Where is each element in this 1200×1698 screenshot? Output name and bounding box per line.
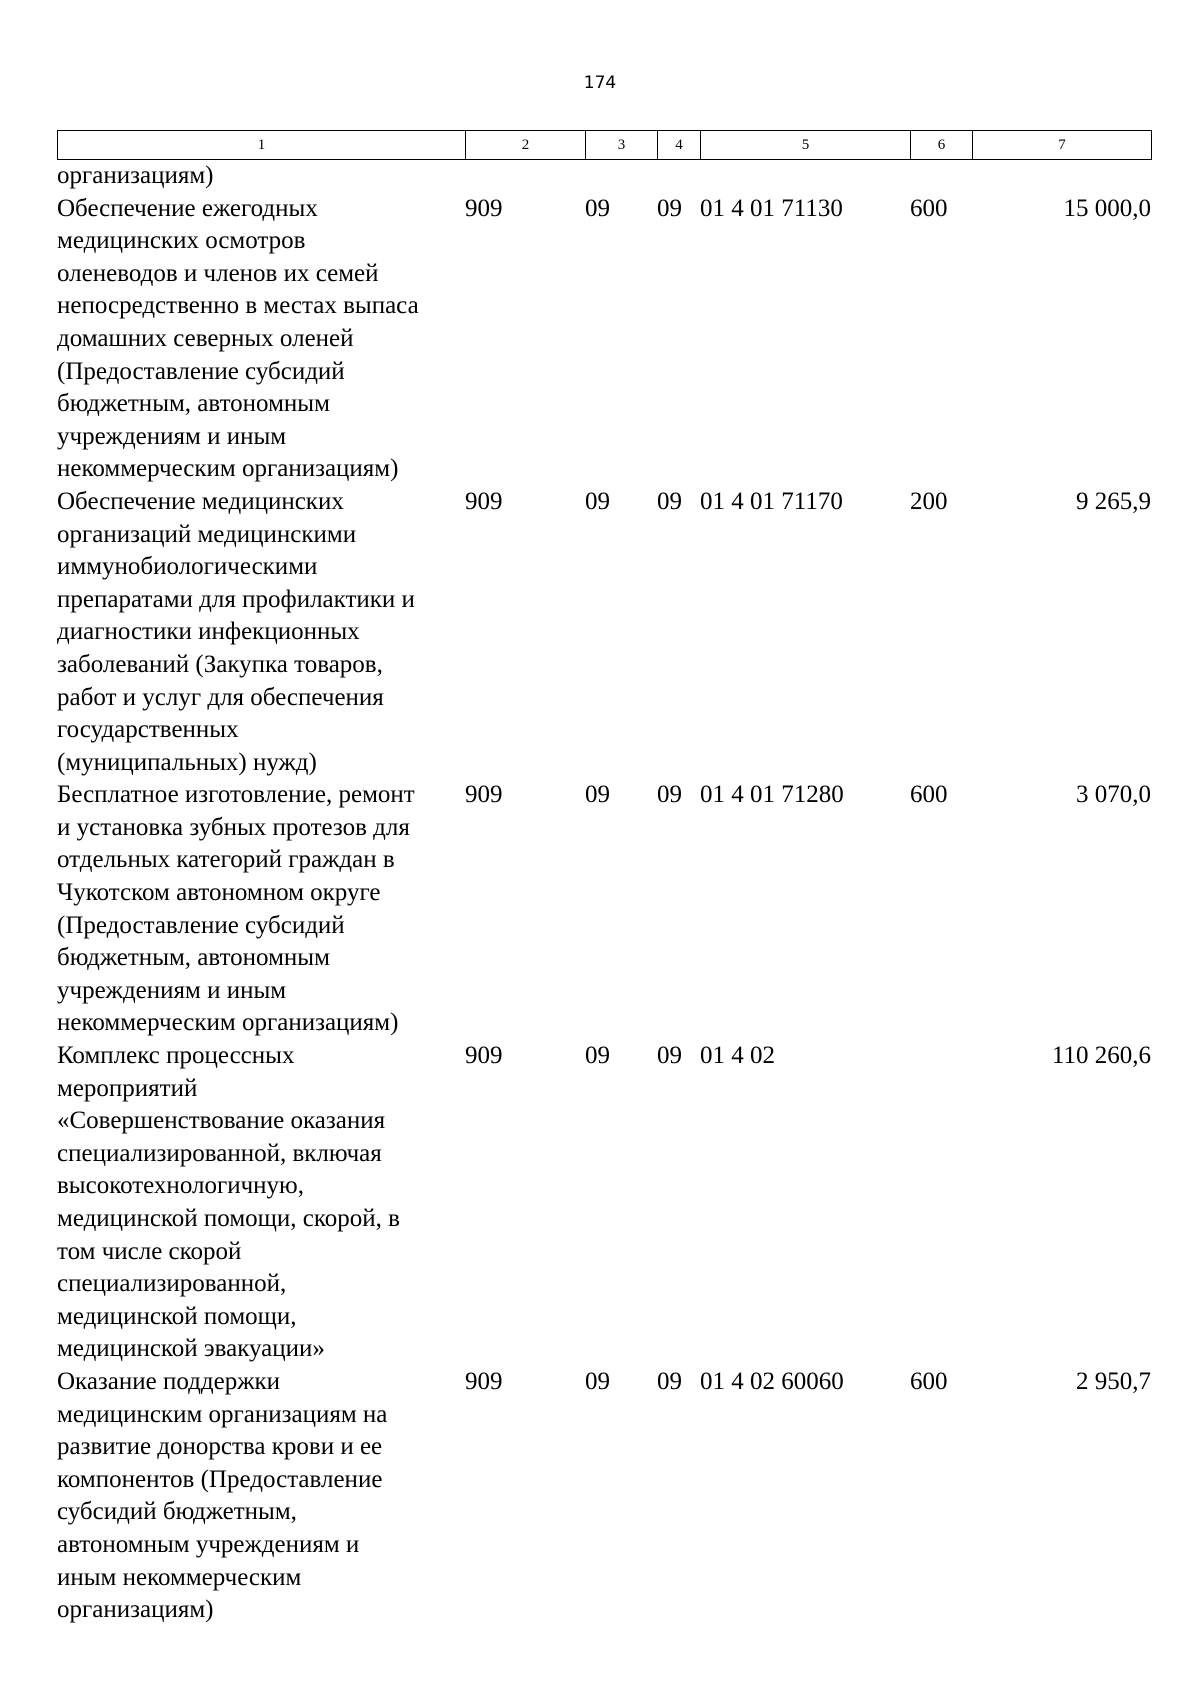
row-code: 909 — [465, 194, 503, 222]
table-row — [57, 1366, 1151, 1627]
row-expense-type: 600 — [910, 194, 948, 222]
row-description: Обеспечение медицинских организаций медицинскими иммунобиологическими препаратами для профилактики и диагностики инфекционных заболеваний (Закупка товаров, работ и услуг для обеспечения государственных (муниципальных) нужд) — [57, 487, 415, 776]
column-header-row — [58, 131, 1152, 160]
row-section: 09 — [585, 781, 610, 809]
row-description: Комплекс процессных мероприятий «Совершенствование оказания специализированной, включая высокотехнологичную, медицинской помощи, скорой, в том числе скорой специализированной, медицинской помощи, медицинской эвакуации» — [57, 1042, 400, 1363]
row-description: Бесплатное изготовление, ремонт и установка зубных протезов для отдельных категорий граждан в Чукотском автономном округе (Предоставление субсидий бюджетным, автономным учреждениям и иным некоммерческим организациям) — [57, 781, 415, 1037]
column-header-5: 5 — [701, 131, 911, 160]
row-target: 01 4 02 — [700, 1042, 775, 1070]
row-amount: 2 950,7 — [1076, 1367, 1151, 1395]
row-target: 01 4 02 60060 — [700, 1367, 844, 1395]
row-target: 01 4 01 71170 — [700, 487, 843, 515]
continuation-row — [57, 160, 1151, 193]
column-header-7: 7 — [973, 131, 1152, 160]
row-subsection: 09 — [657, 1367, 682, 1395]
row-code: 909 — [465, 781, 503, 809]
row-section: 09 — [585, 1042, 610, 1070]
table-row — [57, 1040, 1151, 1366]
row-subsection: 09 — [657, 1042, 682, 1070]
continuation-text: организациям) — [57, 162, 214, 189]
row-description: Обеспечение ежегодных медицинских осмотров оленеводов и членов их семей непосредственно в местах выпаса домашних северных оленей (Предоставление субсидий бюджетным, автономным учреждениям и иным некоммерческим организациям) — [57, 194, 419, 483]
column-header-table — [57, 130, 1152, 160]
row-section: 09 — [585, 487, 610, 515]
row-description: Оказание поддержки медицинским организациям на развитие донорства крови и ее компонентов (Предоставление субсидий бюджетным, автономным учреждениям и иным некоммерческим организациям) — [57, 1367, 388, 1624]
row-target: 01 4 01 71280 — [700, 781, 844, 809]
row-amount: 15 000,0 — [1063, 194, 1151, 222]
column-header-3: 3 — [586, 131, 658, 160]
row-section: 09 — [585, 1367, 610, 1395]
page-number: 174 — [583, 73, 617, 93]
budget-table-body — [57, 160, 1151, 1627]
table-row — [57, 193, 1151, 486]
row-expense-type: 600 — [910, 781, 948, 809]
row-target: 01 4 01 71130 — [700, 194, 843, 222]
row-section: 09 — [585, 194, 610, 222]
column-header-4: 4 — [658, 131, 701, 160]
row-code: 909 — [465, 1042, 503, 1070]
row-amount: 9 265,9 — [1076, 487, 1151, 515]
row-expense-type: 200 — [910, 487, 948, 515]
column-header-6: 6 — [911, 131, 973, 160]
row-subsection: 09 — [657, 781, 682, 809]
row-expense-type: 600 — [910, 1367, 948, 1395]
row-code: 909 — [465, 487, 503, 515]
row-subsection: 09 — [657, 194, 682, 222]
column-header-1: 1 — [58, 131, 466, 160]
row-amount: 3 070,0 — [1076, 781, 1151, 809]
table-row — [57, 486, 1151, 779]
row-code: 909 — [465, 1367, 503, 1395]
row-amount: 110 260,6 — [1051, 1042, 1151, 1070]
row-subsection: 09 — [657, 487, 682, 515]
column-header-2: 2 — [466, 131, 586, 160]
table-row — [57, 779, 1151, 1040]
